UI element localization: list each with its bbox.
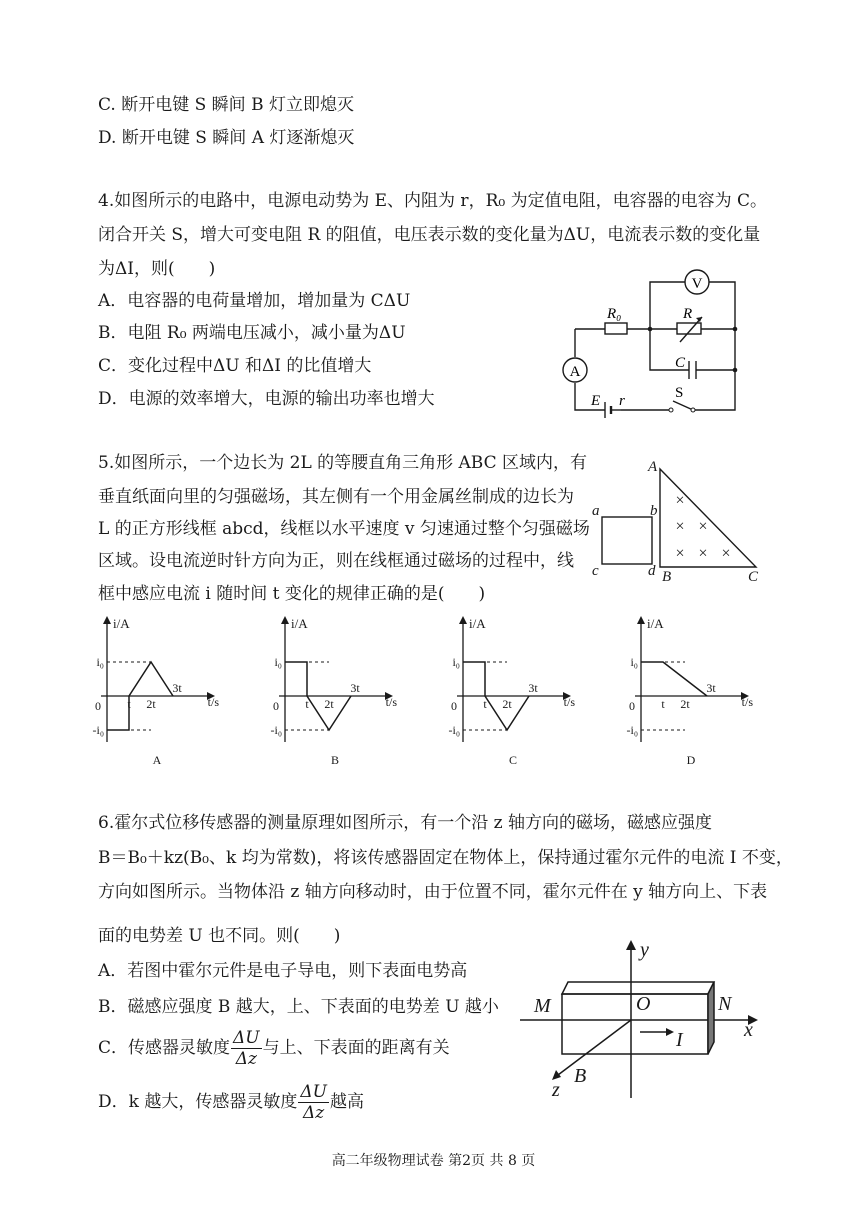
graph-t1-label: t: [127, 697, 131, 711]
wire-left-bottom: [575, 383, 605, 410]
graph-neg-i0-label: -i₀: [92, 723, 104, 737]
x-axis-label: x: [744, 1019, 753, 1041]
frac-denominator: Δz: [235, 1049, 257, 1069]
q5-stem-line3: L 的正方形线框 abcd，线框以水平速度 v 匀速通过整个匀强磁场: [98, 519, 590, 539]
q4-stem-line3: 为ΔI，则( ): [98, 259, 216, 279]
z-axis: [554, 1020, 631, 1078]
graph-t3-label: 3t: [350, 681, 360, 695]
n-label: N: [718, 993, 732, 1015]
graph-x-label: t/s: [207, 695, 219, 709]
q6-option-c-suffix: 与上、下表面的距离有关: [262, 1038, 450, 1058]
graph-neg-i0-label: -i₀: [626, 723, 638, 737]
graph-t3-label: 3t: [528, 681, 538, 695]
frac-numerator: ΔU: [300, 1082, 327, 1102]
field-mark: ×: [698, 545, 708, 562]
graph-origin-label: 0: [451, 699, 457, 713]
q5-magnetic-field-figure: [588, 455, 768, 590]
label-d: d: [648, 563, 656, 579]
graph-neg-i0-label: -i₀: [270, 723, 282, 737]
graph-i0-label: i₀: [452, 655, 460, 669]
r0-label: R₀: [607, 306, 622, 322]
field-mark: ×: [675, 545, 685, 562]
graph-t2-label: 2t: [324, 697, 334, 711]
q6-option-d: [98, 1082, 364, 1123]
graph-t2-label: 2t: [146, 697, 156, 711]
q4-option-d: D．电源的效率增大，电源的输出功率也增大: [98, 389, 435, 409]
graph-y-arrow: [637, 616, 645, 624]
q6-hall-sensor-figure: [518, 936, 768, 1101]
field-mark: ×: [698, 518, 708, 535]
q6-option-c: [98, 1028, 450, 1069]
q5-answer-graphs: [92, 612, 785, 772]
c-label: C: [675, 355, 686, 371]
graph-i0-label: i₀: [96, 655, 104, 669]
graph-t1-label: t: [305, 697, 309, 711]
graph-origin-label: 0: [629, 699, 635, 713]
graph-x-label: t/s: [741, 695, 753, 709]
q5-stem-line1: 5.如图所示，一个边长为 2L 的等腰直角三角形 ABC 区域内，有: [98, 453, 588, 473]
label-c: c: [592, 563, 599, 579]
voltmeter-label: V: [691, 276, 703, 292]
graph-current-curve: [641, 662, 707, 696]
q6-stem-line2: B＝B₀＋kz(B₀、k 均为常数)，将该传感器固定在物体上，保持通过霍尔元件的电流 I 不变，: [98, 848, 793, 868]
label-A: A: [648, 459, 658, 475]
q4-stem-line1: 4.如图所示的电路中，电源电动势为 E、内阻为 r，R₀ 为定值电阻，电容器的电容为 C。: [98, 191, 767, 211]
field-mark: ×: [721, 545, 731, 562]
graph-t2-label: 2t: [680, 697, 690, 711]
q4-option-c: C．变化过程中ΔU 和ΔI 的比值增大: [98, 356, 372, 376]
graph-x-label: t/s: [385, 695, 397, 709]
q6-option-a: A．若图中霍尔元件是电子导电，则下表面电势高: [98, 961, 468, 981]
graph-neg-i0-label: -i₀: [448, 723, 460, 737]
graph-i0-label: i₀: [630, 655, 638, 669]
r-label: R: [683, 306, 693, 322]
q6-stem-line3: 方向如图所示。当物体沿 z 轴方向移动时，由于位置不同，霍尔元件在 y 轴方向上、下表: [98, 882, 768, 902]
q4-option-a: A．电容器的电荷量增加，增加量为 CΔU: [98, 291, 411, 311]
q5-stem-line2: 垂直纸面向里的匀强磁场，其左侧有一个用金属丝制成的边长为: [98, 487, 574, 507]
graph-i0-label: i₀: [274, 655, 282, 669]
graph-x-label: t/s: [563, 695, 575, 709]
y-axis-label: y: [640, 939, 649, 961]
resistor-r0: [605, 323, 627, 334]
q5-stem-line4: 区域。设电流逆时针方向为正，则在线框通过磁场的过程中，线: [98, 551, 574, 571]
graph-y-label: i/A: [113, 616, 130, 631]
frac-numerator: ΔU: [233, 1028, 260, 1048]
switch-label: S: [675, 385, 684, 401]
frac-denominator: Δz: [303, 1103, 325, 1123]
z-axis-label: z: [552, 1079, 560, 1101]
q5-stem-line5: 框中感应电流 i 随时间 t 变化的规律正确的是( ): [98, 584, 486, 604]
graph-y-arrow: [281, 616, 289, 624]
graph-y-arrow: [459, 616, 467, 624]
o-label: O: [636, 993, 651, 1015]
label-C: C: [748, 569, 759, 585]
q3-option-c: C. 断开电键 S 瞬间 B 灯立即熄灭: [98, 95, 354, 115]
block-front-face: [562, 994, 708, 1054]
graph-y-label: i/A: [469, 616, 486, 631]
q6-option-c-prefix: C．传感器灵敏度: [98, 1038, 231, 1058]
b-label: B: [574, 1065, 587, 1087]
q4-circuit-diagram: [555, 262, 755, 422]
q4-option-b: B．电阻 R₀ 两端电压减小，减小量为ΔU: [98, 323, 406, 343]
q6-option-b: B．磁感应强度 B 越大，上、下表面的电势差 U 越小: [98, 997, 499, 1017]
graph-origin-label: 0: [95, 699, 101, 713]
graph-t1-label: t: [483, 697, 487, 711]
graph-y-label: i/A: [291, 616, 308, 631]
graph-origin-label: 0: [273, 699, 279, 713]
sensitivity-fraction: [231, 1028, 262, 1069]
graph-t3-label: 3t: [172, 681, 182, 695]
q3-option-d: D. 断开电键 S 瞬间 A 灯逐渐熄灭: [98, 128, 355, 148]
graph-option-label: A: [152, 753, 162, 767]
graph-option-label: C: [508, 753, 518, 767]
q6-option-d-prefix: D．k 越大，传感器灵敏度: [98, 1092, 298, 1112]
graph-y-arrow: [103, 616, 111, 624]
page-footer: 高二年级物理试卷 第2页 共 8 页: [331, 1153, 536, 1169]
square-loop-abcd: [602, 517, 652, 564]
field-mark: ×: [675, 518, 685, 535]
graph-t3-label: 3t: [706, 681, 716, 695]
field-mark: ×: [675, 492, 685, 509]
label-b: b: [650, 503, 658, 519]
e-label: E: [591, 393, 601, 409]
graph-t2-label: 2t: [502, 697, 512, 711]
r-internal-label: r: [619, 393, 625, 409]
label-B: B: [662, 569, 672, 585]
graph-option-label: B: [330, 753, 340, 767]
switch-blade: [673, 401, 693, 410]
q6-stem-line1: 6.霍尔式位移传感器的测量原理如图所示，有一个沿 z 轴方向的磁场，磁感应强度: [98, 813, 712, 833]
ammeter-label: A: [569, 364, 581, 380]
graph-option-label: D: [686, 753, 696, 767]
q4-stem-line2: 闭合开关 S，增大可变电阻 R 的阻值，电压表示数的变化量为ΔU，电流表示数的变化量: [98, 225, 761, 245]
current-label: I: [676, 1029, 683, 1051]
m-label: M: [534, 995, 551, 1017]
graph-t1-label: t: [661, 697, 665, 711]
q6-stem-line4: 面的电势差 U 也不同。则( ): [98, 926, 341, 946]
q6-option-d-suffix: 越高: [329, 1092, 364, 1112]
block-side-face: [708, 982, 714, 1054]
graph-y-label: i/A: [647, 616, 664, 631]
triangle-abc: [660, 469, 756, 567]
sensitivity-fraction: [298, 1082, 329, 1123]
label-a: a: [592, 503, 600, 519]
